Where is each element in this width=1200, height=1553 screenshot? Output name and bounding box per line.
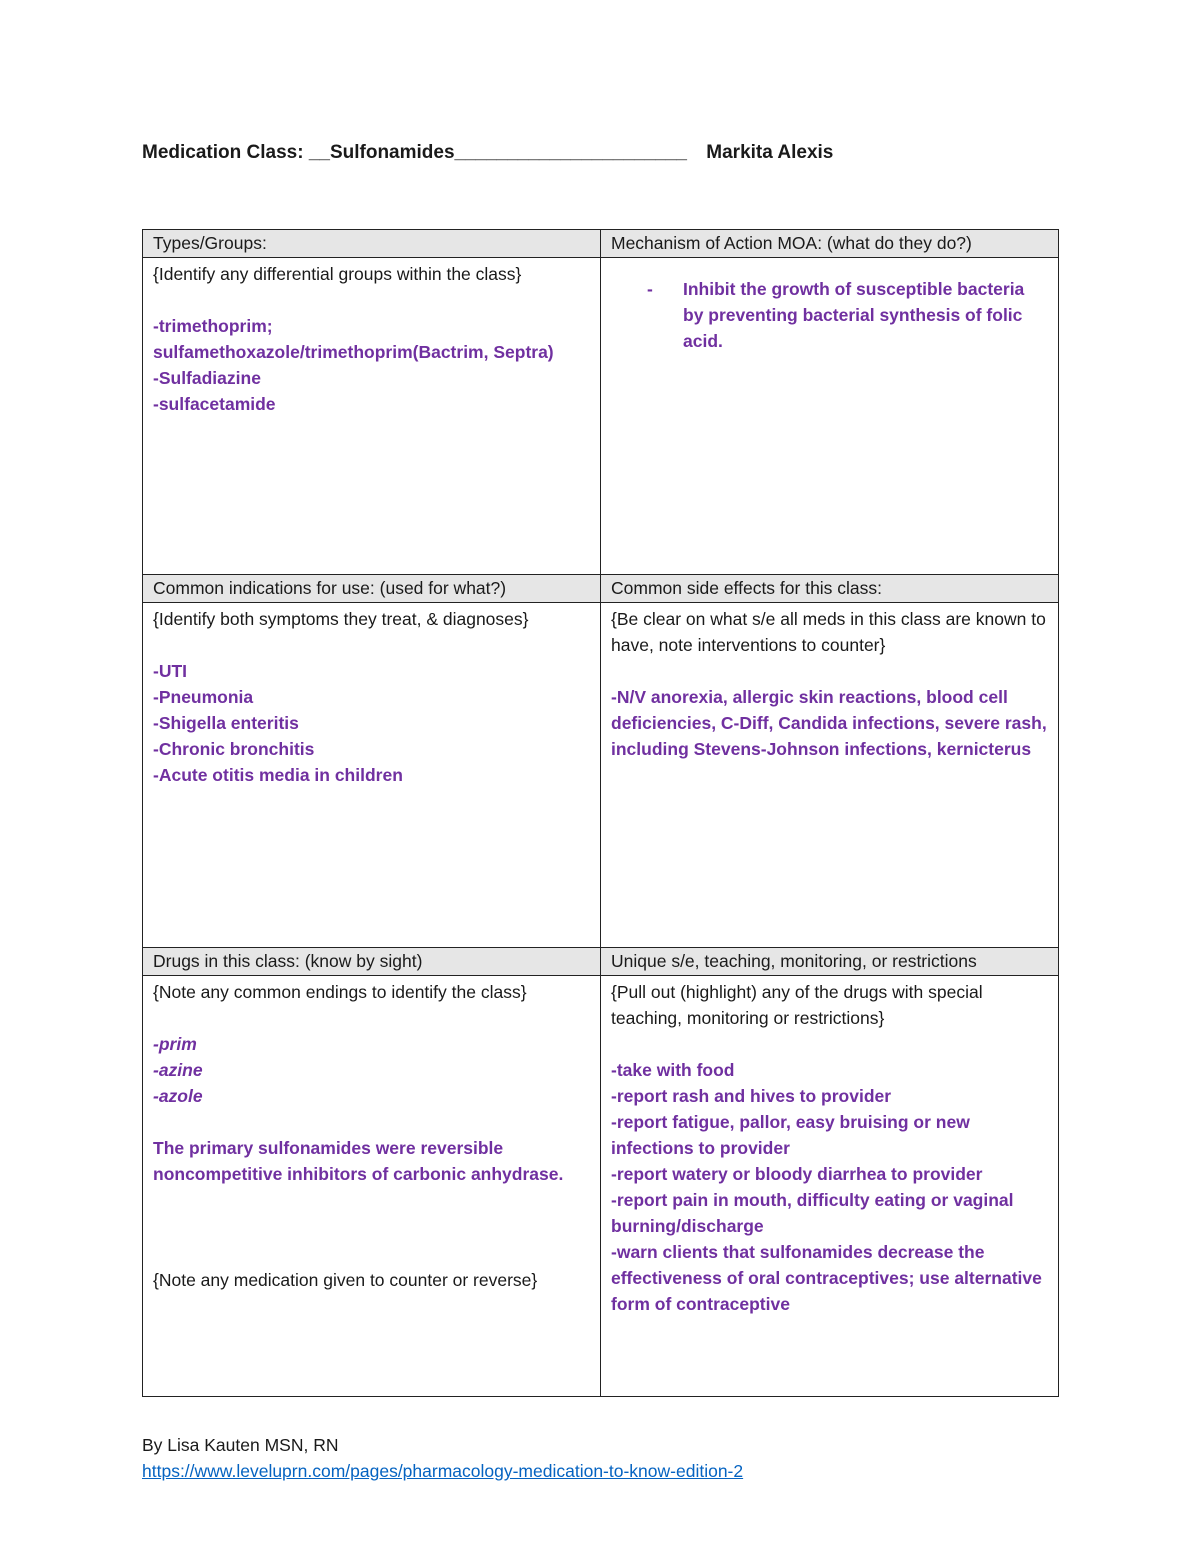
drugs-heading: Drugs in this class: (know by sight) (143, 948, 601, 976)
indication-item: -Shigella enteritis (153, 713, 299, 733)
medication-class-title: Medication Class: __Sulfonamides______________________ (142, 142, 687, 163)
unique-item: -report watery or bloody diarrhea to provider (611, 1164, 983, 1184)
side-effects-cell (601, 603, 1059, 948)
unique-item: -report fatigue, pallor, easy bruising or new infections to provider (611, 1112, 970, 1158)
unique-item: -warn clients that sulfonamides decrease the effectiveness of oral contraceptives; use alternative form of contraceptive (611, 1242, 1042, 1314)
unique-item: -report pain in mouth, difficulty eating or vaginal burning/discharge (611, 1190, 1014, 1236)
indication-item: -Pneumonia (153, 687, 254, 707)
unique-item: -take with food (611, 1060, 735, 1080)
indications-heading: Common indications for use: (used for what?) (143, 575, 601, 603)
indication-item: -Acute otitis media in children (153, 765, 403, 785)
unique-prompt: {Pull out (highlight) any of the drugs with special teaching, monitoring or restrictions} (611, 982, 983, 1028)
side-effects-prompt: {Be clear on what s/e all meds in this class are known to have, note interventions to counter} (611, 609, 1046, 655)
types-item: -trimethoprim; sulfamethoxazole/trimethoprim(Bactrim, Septra) (153, 316, 554, 362)
moa-cell (601, 258, 1059, 575)
indication-item: -UTI (153, 661, 188, 681)
drug-ending: -azole (153, 1086, 203, 1106)
types-cell (143, 258, 601, 575)
types-item: -Sulfadiazine (153, 368, 261, 388)
side-effects-text: -N/V anorexia, allergic skin reactions, blood cell deficiencies, C-Diff, Candida infections, severe rash, including Stevens-Johnson infections, kernicterus (611, 687, 1047, 759)
indications-cell (143, 603, 601, 948)
moa-heading: Mechanism of Action MOA: (what do they do?) (601, 230, 1059, 258)
footer (142, 1432, 743, 1484)
types-heading: Types/Groups: (143, 230, 601, 258)
types-item: -sulfacetamide (153, 394, 276, 414)
page-title (142, 142, 833, 164)
side-effects-heading: Common side effects for this class: (601, 575, 1059, 603)
author-name: Markita Alexis (706, 142, 834, 163)
drugs-prompt-counter: {Note any medication given to counter or reverse} (153, 1270, 538, 1290)
drugs-note: The primary sulfonamides were reversible noncompetitive inhibitors of carbonic anhydrase. (153, 1138, 564, 1184)
unique-cell (601, 976, 1059, 1397)
types-prompt: {Identify any differential groups within the class} (153, 264, 522, 284)
source-link[interactable]: https://www.leveluprn.com/pages/pharmacology-medication-to-know-edition-2 (142, 1461, 744, 1481)
drug-ending: -prim (153, 1034, 197, 1054)
drugs-cell (143, 976, 601, 1397)
indication-item: -Chronic bronchitis (153, 739, 315, 759)
moa-item: - Inhibit the growth of susceptible bacteria by preventing bacterial synthesis of folic acid. (683, 276, 1048, 354)
unique-heading: Unique s/e, teaching, monitoring, or restrictions (601, 948, 1059, 976)
drugs-prompt: {Note any common endings to identify the class} (153, 982, 527, 1002)
byline: By Lisa Kauten MSN, RN (142, 1435, 339, 1455)
medication-table (142, 229, 1059, 1397)
unique-item: -report rash and hives to provider (611, 1086, 892, 1106)
indications-prompt: {Identify both symptoms they treat, & diagnoses} (153, 609, 529, 629)
drug-ending: -azine (153, 1060, 203, 1080)
